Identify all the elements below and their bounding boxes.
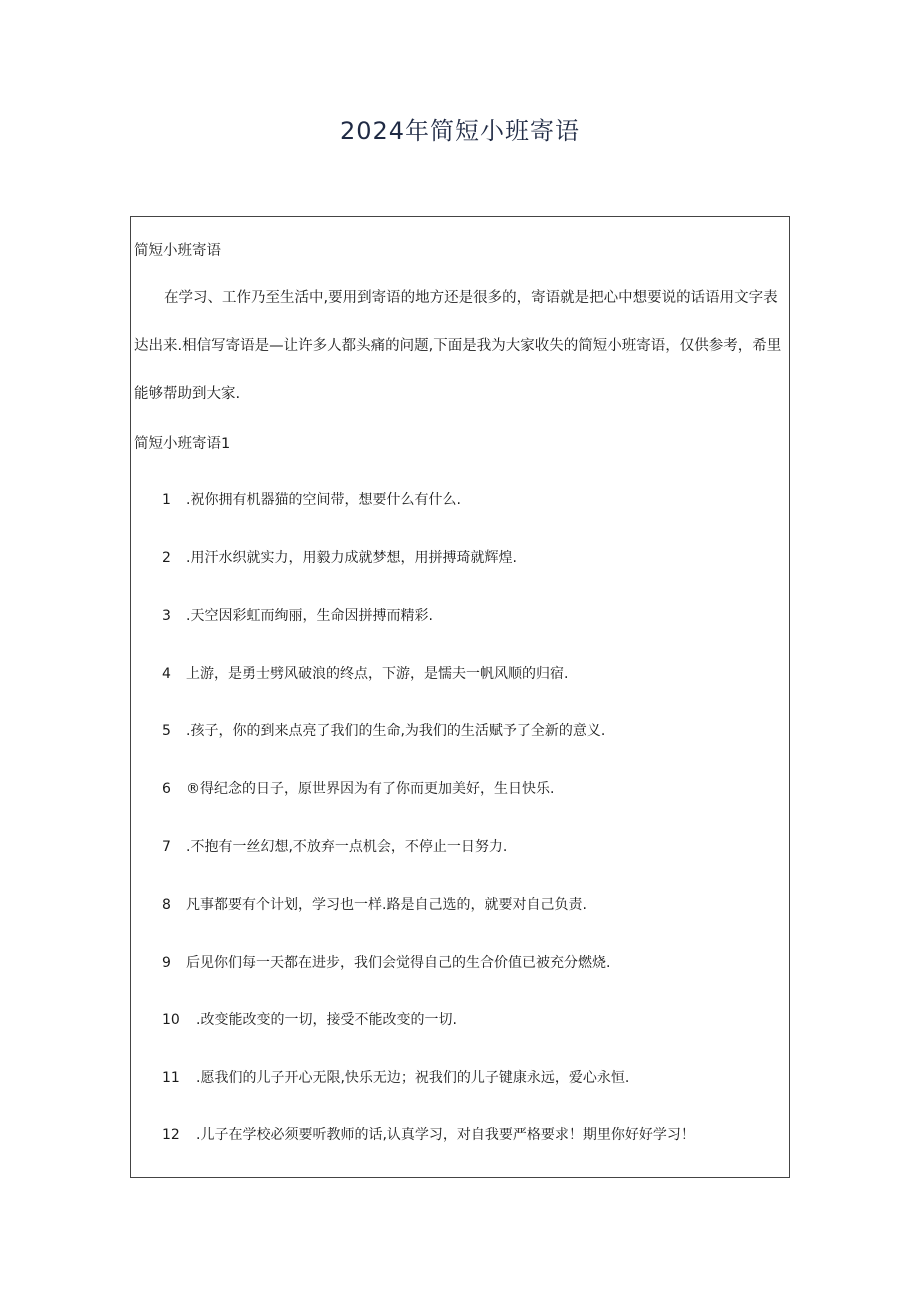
list-item-text: .孩子，你的到来点亮了我们的生命,为我们的生活赋予了全新的意义. — [186, 723, 606, 739]
section-heading: 简短小班寄语1 — [134, 436, 231, 452]
list-item-number: 4 — [162, 666, 171, 682]
list-item-number: 1 — [162, 492, 171, 508]
content-heading: 简短小班寄语 — [134, 243, 221, 259]
list-item-text: 后见你们每一天都在进步，我们会觉得自己的生合价值已被充分燃烧. — [186, 955, 611, 971]
list-item-text: 上游，是勇士劈风破浪的终点，下游，是懦夫一帆风顺的归宿. — [186, 666, 569, 682]
list-item-text: .不抱有一丝幻想,不放弃一点机会，不停止一日努力. — [186, 839, 508, 855]
list-item-text: .愿我们的儿子开心无限,快乐无边；祝我们的儿子键康永远，爱心永恒. — [196, 1070, 630, 1086]
content-frame — [130, 216, 790, 1178]
list-item-text: 凡事都要有个计划，学习也一样.路是自己选的，就要对自己负责. — [186, 897, 587, 913]
list-item-number: 6 — [162, 781, 171, 797]
intro-line-1: 在学习、工作乃至生活中,要用到寄语的地方还是很多的，寄语就是把心中想要说的话语用文字表 — [164, 290, 778, 306]
list-item-number: 2 — [162, 550, 171, 566]
list-item-number: 10 — [162, 1012, 180, 1028]
list-item-number: 5 — [162, 723, 171, 739]
list-item-number: 7 — [162, 839, 171, 855]
list-item-number: 11 — [162, 1070, 180, 1086]
list-item-text: .用汗水织就实力，用毅力成就梦想，用拼搏琦就辉煌. — [186, 550, 517, 566]
list-item-text: .儿子在学校必须要听教师的话,认真学习，对自我要严格要求！期里你好好学习！ — [196, 1127, 695, 1143]
list-item-number: 3 — [162, 608, 171, 624]
list-item-text: .改变能改变的一切，接受不能改变的一切. — [196, 1012, 457, 1028]
list-item-number: 12 — [162, 1127, 180, 1143]
intro-line-3: 能够帮助到大家. — [134, 386, 241, 402]
intro-line-2: 达出来.相信写寄语是—让许多人都头痛的问题,下面是我为大家收失的简短小班寄语，仅供参考，希里 — [134, 338, 782, 354]
list-item-text: .祝你拥有机器猫的空间带，想要什么有什么. — [186, 492, 461, 508]
document-title: 2024年简短小班寄语 — [339, 117, 581, 145]
list-item-number: 8 — [162, 897, 171, 913]
list-item-text: .天空因彩虹而绚丽，生命因拼搏而精彩. — [186, 608, 433, 624]
list-item-number: 9 — [162, 955, 171, 971]
list-item-text: ®得纪念的日子，原世界因为有了你而更加美好，生日快乐. — [186, 781, 555, 797]
